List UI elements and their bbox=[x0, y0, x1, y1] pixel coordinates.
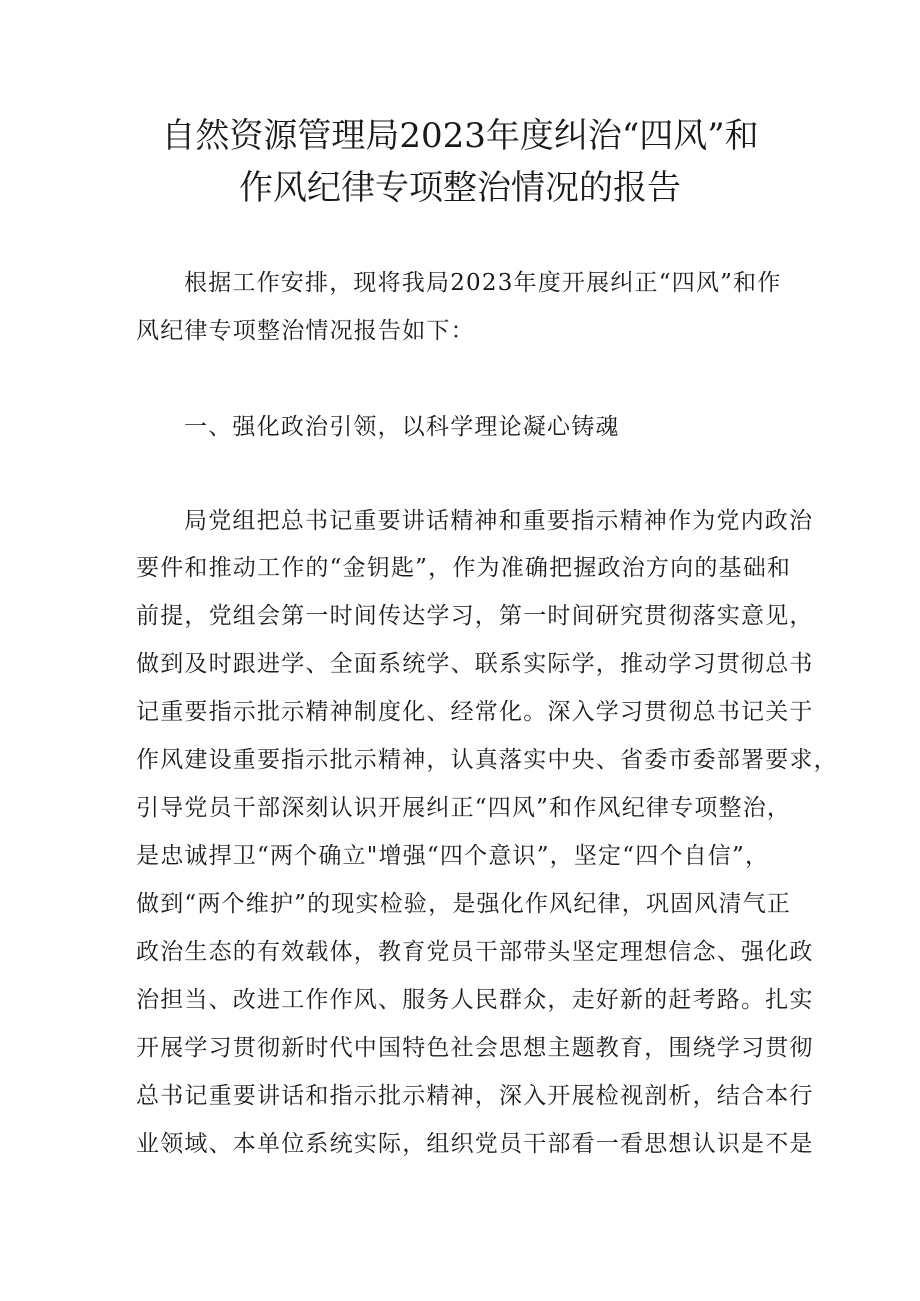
paragraph-line: 做到“两个维护”的现实检验，是强化作风纪律，巩固风清气正 bbox=[136, 891, 792, 917]
intro-line-2: 风纪律专项整治情况报告如下： bbox=[136, 318, 475, 344]
paragraph-line: 局党组把总书记重要讲话精神和重要指示精神作为党内政治 bbox=[184, 508, 814, 534]
paragraph-line: 政治生态的有效载体，教育党员干部带头坚定理想信念、强化政 bbox=[136, 939, 814, 965]
section-heading: 一、强化政治引领，以科学理论凝心铸魂 bbox=[184, 414, 620, 440]
paragraph-line: 前提，党组会第一时间传达学习，第一时间研究贯彻落实意见， bbox=[136, 603, 814, 629]
paragraph-line: 要件和推动工作的“金钥匙”，作为准确把握政治方向的基础和 bbox=[136, 555, 792, 581]
paragraph-line: 引导党员干部深刻认识开展纠正“四风”和作风纪律专项整治， bbox=[136, 795, 792, 821]
paragraph-line: 做到及时跟进学、全面系统学、联系实际学，推动学习贯彻总书 bbox=[136, 651, 814, 677]
document-title-line-2: 作风纪律专项整治情况的报告 bbox=[239, 168, 681, 208]
paragraph-line: 作风建设重要指示批示精神，认真落实中央、省委市委部署要求， bbox=[136, 747, 838, 773]
paragraph-line: 治担当、改进工作作风、服务人民群众，走好新的赶考路。扎实 bbox=[136, 987, 814, 1013]
paragraph-line: 是忠诚捍卫“两个确立"增强“四个意识”，坚定“四个自信”， bbox=[136, 843, 770, 869]
intro-line-1: 根据工作安排，现将我局2023年度开展纠正“四风”和作 bbox=[184, 270, 782, 296]
paragraph-line: 记重要指示批示精神制度化、经常化。深入学习贯彻总书记关于 bbox=[136, 699, 814, 725]
paragraph-line: 总书记重要讲话和指示批示精神，深入开展检视剖析，结合本行 bbox=[136, 1083, 814, 1109]
paragraph-line: 开展学习贯彻新时代中国特色社会思想主题教育，围绕学习贯彻 bbox=[136, 1035, 814, 1061]
paragraph-line: 业领域、本单位系统实际，组织党员干部看一看思想认识是不是 bbox=[136, 1131, 814, 1157]
document-title-line-1: 自然资源管理局2023年度纠治“四风”和 bbox=[161, 116, 759, 156]
